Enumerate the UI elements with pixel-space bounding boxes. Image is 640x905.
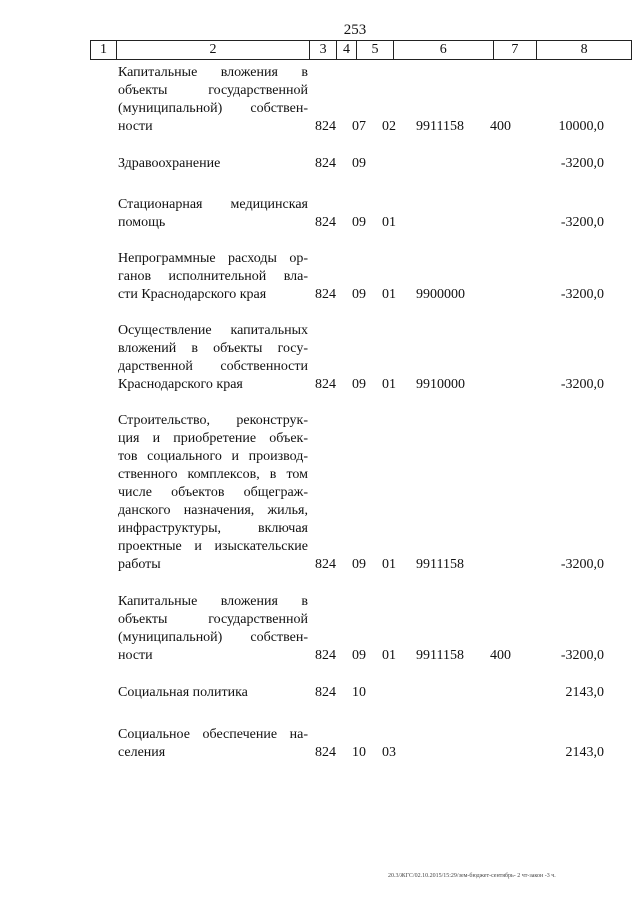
ved-code: 824 (315, 215, 336, 230)
row-name-line: Стационарная медицинская (118, 197, 308, 212)
row-name-line: (муниципальной) собствен- (118, 101, 308, 116)
amount: -3200,0 (560, 156, 604, 171)
row-name-line: помощь (118, 215, 166, 230)
row-name-line: (муниципальной) собствен- (118, 630, 308, 645)
row-name-line: работы (118, 557, 161, 572)
section-code: 07 (352, 119, 366, 134)
row-name-line: Здравоохранение (118, 156, 221, 171)
header-col-3: 3 (310, 41, 337, 59)
amount: -3200,0 (560, 287, 604, 302)
row-name-line: данского назначения, жилья, (118, 503, 308, 518)
ved-code: 824 (315, 685, 336, 700)
row-name-line: ственного комплексов, в том (118, 467, 308, 482)
row-name-line: инфраструктуры, включая (118, 521, 308, 536)
page-number: 253 (343, 22, 367, 38)
amount: -3200,0 (560, 377, 604, 392)
row-name (118, 196, 308, 232)
amount: 2143,0 (565, 685, 604, 700)
amount: -3200,0 (560, 557, 604, 572)
row-name (118, 250, 308, 304)
ved-code: 824 (315, 377, 336, 392)
amount: 10000,0 (558, 119, 604, 134)
section-code: 09 (352, 377, 366, 392)
row-name-line: Капитальные вложения в (118, 65, 308, 80)
section-code: 09 (352, 287, 366, 302)
row-name-line: вложений в объекты госу- (118, 341, 308, 356)
row-name-line: числе объектов общеграж- (118, 485, 308, 500)
row-name-line: тов социального и производ- (118, 449, 308, 464)
row-name (118, 593, 308, 665)
table-header (90, 40, 632, 60)
footer-filename: 20.3/ЖГС/02.10.2015/15:29/зем-бюджет-сентябрь- 2 чт-закон -3 ч. (388, 873, 556, 879)
row-name-line: дарственной собственности (118, 359, 308, 374)
section-code: 09 (352, 215, 366, 230)
row-name (118, 155, 308, 173)
row-name (118, 322, 308, 394)
target-article-code: 9911158 (416, 648, 464, 663)
ved-code: 824 (315, 287, 336, 302)
header-col-4: 4 (337, 41, 357, 59)
section-code: 10 (352, 745, 366, 760)
header-col-8: 8 (580, 42, 588, 57)
ved-code: 824 (315, 648, 336, 663)
amount: -3200,0 (560, 648, 604, 663)
row-name-line: проектные и изыскательские (118, 539, 308, 554)
row-name-line: Социальное обеспечение на- (118, 727, 308, 742)
header-col-5: 5 (357, 41, 394, 59)
row-name-line: объекты государственной (118, 612, 308, 627)
ved-code: 824 (315, 557, 336, 572)
ved-code: 824 (315, 119, 336, 134)
row-name (118, 684, 308, 702)
section-code: 09 (352, 648, 366, 663)
row-name-line: Социальная политика (118, 685, 248, 700)
row-name (118, 726, 308, 762)
ved-code: 824 (315, 156, 336, 171)
row-name-line: Строительство, реконструк- (118, 413, 308, 428)
header-col-2: 2 (117, 41, 310, 59)
section-code: 09 (352, 156, 366, 171)
row-name-line: ности (118, 119, 153, 134)
row-name-line: селения (118, 745, 166, 760)
header-col-1: 1 (91, 41, 117, 59)
ved-code: 824 (315, 745, 336, 760)
subsection-code: 01 (382, 287, 396, 302)
target-article-code: 9911158 (416, 557, 464, 572)
header-col-6: 6 (394, 41, 494, 59)
expense-type-code: 400 (490, 648, 511, 663)
amount: 2143,0 (565, 745, 604, 760)
section-code: 10 (352, 685, 366, 700)
row-name-line: Непрограммные расходы ор- (118, 251, 308, 266)
row-name-line: ганов исполнительной вла- (118, 269, 308, 284)
header-col-7: 7 (494, 41, 538, 59)
row-name-line: ности (118, 648, 153, 663)
subsection-code: 03 (382, 745, 396, 760)
row-name (118, 412, 308, 574)
subsection-code: 01 (382, 648, 396, 663)
section-code: 09 (352, 557, 366, 572)
subsection-code: 01 (382, 557, 396, 572)
row-name-line: сти Краснодарского края (118, 287, 267, 302)
target-article-code: 9911158 (416, 119, 464, 134)
subsection-code: 01 (382, 215, 396, 230)
row-name-line: Капитальные вложения в (118, 594, 308, 609)
row-name (118, 64, 308, 136)
target-article-code: 9900000 (416, 287, 465, 302)
subsection-code: 02 (382, 119, 396, 134)
row-name-line: объекты государственной (118, 83, 308, 98)
amount: -3200,0 (560, 215, 604, 230)
expense-type-code: 400 (490, 119, 511, 134)
row-name-line: Краснодарского края (118, 377, 243, 392)
subsection-code: 01 (382, 377, 396, 392)
row-name-line: Осуществление капитальных (118, 323, 308, 338)
target-article-code: 9910000 (416, 377, 465, 392)
row-name-line: ция и приобретение объек- (118, 431, 308, 446)
